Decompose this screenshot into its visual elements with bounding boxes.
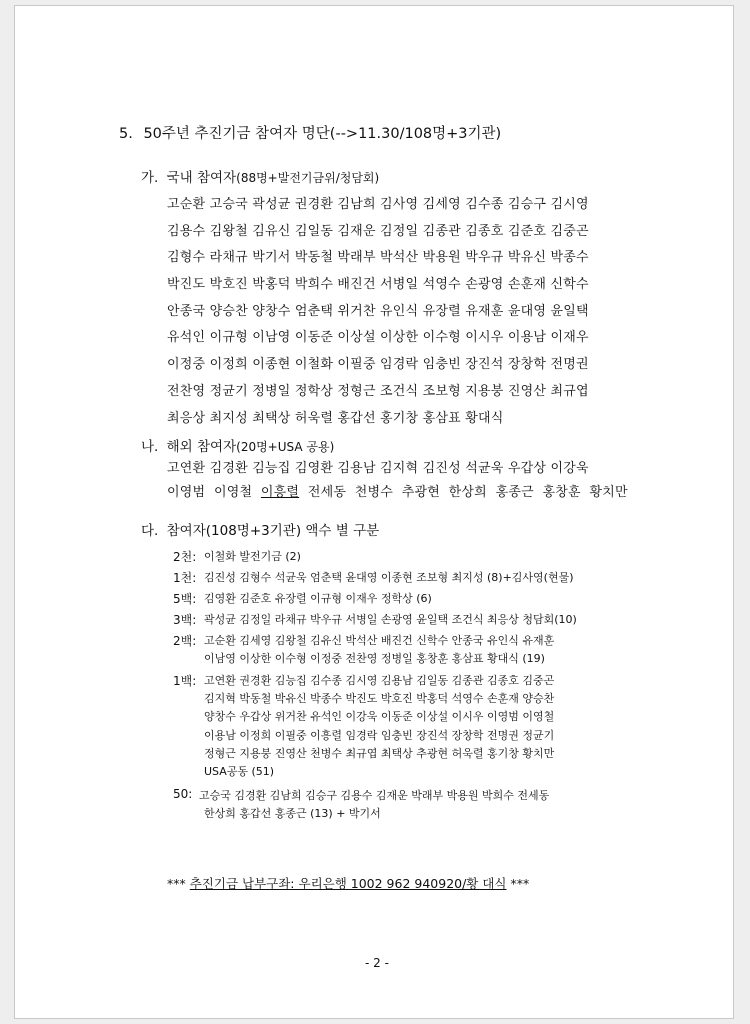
underlined-name: 이흥렬 bbox=[260, 485, 300, 500]
donor-line: 이용남 이정희 이필중 이흥렬 임경락 임충빈 장진석 장창학 전명권 정균기 bbox=[204, 728, 555, 742]
name-row: 안종국 양승찬 양창수 엄춘택 위거찬 유인식 유장렬 유재훈 윤대영 윤일택 bbox=[167, 303, 589, 319]
domestic-marker: 가. bbox=[141, 170, 159, 186]
name-row: 이정중 이정희 이종현 이철화 이필중 임경락 임충빈 장진석 장창학 전명권 bbox=[167, 357, 589, 373]
donor-line: 고승국 김경환 김남희 김승구 김용수 김재운 박래부 박용원 박희수 전세동 bbox=[199, 789, 550, 802]
donor-line: 이철화 발전기금 (2) bbox=[204, 550, 301, 563]
donor-line: 양창수 우갑상 위거찬 유석인 이강욱 이동준 이상설 이시우 이영범 이영철 bbox=[204, 710, 555, 724]
amount-entry bbox=[173, 632, 643, 672]
amount-label: 3백: bbox=[173, 613, 197, 627]
amount-label: 2천: bbox=[173, 550, 197, 564]
name-row: 고순환 고승국 곽성균 권경환 김남희 김사영 김세영 김수종 김승구 김시영 bbox=[167, 197, 589, 212]
name-row: 고연환 김경환 김능집 김영환 김용남 김지혁 김진성 석균욱 우갑상 이강욱 bbox=[167, 461, 589, 476]
amount-label: 2백: bbox=[173, 634, 197, 648]
donor-line: 김영환 김준호 유장렬 이규형 이재우 정학상 (6) bbox=[204, 592, 432, 605]
amount-label: 5백: bbox=[173, 592, 197, 606]
account-prefix: *** bbox=[167, 876, 190, 891]
section-number: 5. bbox=[119, 126, 133, 142]
amount-label: 1천: bbox=[173, 571, 197, 585]
amount-entry bbox=[173, 672, 643, 787]
name-row bbox=[167, 481, 628, 505]
donor-line: USA공동 (51) bbox=[204, 764, 275, 778]
overseas-heading bbox=[141, 435, 334, 455]
donor-line: 고순환 김세영 김왕철 김유신 박석산 배진건 신학수 안종국 유인식 유재훈 bbox=[204, 634, 555, 647]
domestic-name-list bbox=[167, 192, 589, 432]
donor-line: 정형근 지용붕 진영산 천병수 최규엽 최택상 추광현 허욱렬 홍기창 황치만 bbox=[204, 746, 555, 760]
overseas-note: (20명+USA 공용) bbox=[236, 440, 335, 454]
amount-entry bbox=[173, 548, 643, 569]
domestic-title: 국내 참여자 bbox=[166, 170, 237, 186]
donor-line: 김지혁 박동철 박유신 박종수 박진도 박호진 박홍덕 석영수 손훈재 양승찬 bbox=[204, 692, 555, 706]
amount-breakdown bbox=[173, 548, 643, 827]
name-group: 전세동 천병수 추광현 한상희 홍종근 홍창훈 황치만 bbox=[299, 485, 628, 500]
page-number: - 2 - bbox=[365, 956, 389, 970]
amount-title: 참여자(108명+3기관) 액수 별 구분 bbox=[166, 523, 380, 539]
name-row: 김형수 라채규 박기서 박동철 박래부 박석산 박용원 박우규 박유신 박종수 bbox=[167, 250, 589, 266]
domestic-note: (88명+발전기금위/청담회) bbox=[236, 171, 380, 185]
account-text: 추진기금 납부구좌: 우리은행 1002 962 940920/황 대식 bbox=[189, 876, 507, 891]
account-notice bbox=[167, 874, 529, 892]
donor-line: 곽성균 김정일 라채규 박우규 서병일 손광영 윤일택 조건식 최응상 청담회(10) bbox=[204, 613, 577, 626]
account-suffix: *** bbox=[506, 876, 530, 891]
donor-line: 이남영 이상한 이수형 이정중 전찬영 정병일 홍창훈 홍삼표 황대식 (19) bbox=[204, 652, 545, 666]
amount-entry bbox=[173, 611, 643, 632]
section-heading bbox=[119, 122, 501, 143]
overseas-name-list bbox=[167, 457, 628, 505]
amount-entry bbox=[173, 787, 643, 827]
amount-marker: 다. bbox=[141, 523, 159, 539]
name-row: 유석인 이규형 이남영 이동준 이상설 이상한 이수형 이시우 이용남 이재우 bbox=[167, 330, 589, 346]
amount-label: 1백: bbox=[173, 674, 197, 688]
amount-entry bbox=[173, 569, 643, 590]
amount-label: 50: bbox=[173, 787, 193, 801]
donor-line: 고연환 권경환 김능집 김수종 김시영 김용남 김일동 김종관 김종호 김중곤 bbox=[204, 674, 555, 687]
domestic-heading bbox=[141, 166, 379, 186]
document-page bbox=[14, 5, 734, 1019]
name-row: 최응상 최지성 최택상 허욱렬 홍갑선 홍기창 홍삼표 황대식 bbox=[167, 410, 504, 426]
amount-entry bbox=[173, 590, 643, 611]
section-title: 50주년 추진기금 참여자 명단(-->11.30/108명+3기관) bbox=[143, 126, 502, 142]
overseas-title: 해외 참여자 bbox=[166, 439, 237, 455]
name-row: 박진도 박호진 박홍덕 박희수 배진건 서병일 석영수 손광영 손훈재 신학수 bbox=[167, 277, 589, 293]
donor-line: 한상희 홍갑선 홍종근 (13) + 박기서 bbox=[204, 807, 381, 821]
amount-heading bbox=[141, 519, 379, 539]
name-group: 이영범 이영철 bbox=[167, 485, 261, 500]
name-row: 전찬영 정균기 정병일 정학상 정형근 조건식 조보형 지용붕 진영산 최규엽 bbox=[167, 383, 589, 399]
name-row: 김용수 김왕철 김유신 김일동 김재운 김정일 김종관 김종호 김준호 김중곤 bbox=[167, 223, 589, 239]
donor-line: 김진성 김형수 석균욱 엄춘택 윤대영 이종현 조보형 최지성 (8)+김사영(현물) bbox=[204, 571, 574, 584]
overseas-marker: 나. bbox=[141, 439, 159, 455]
